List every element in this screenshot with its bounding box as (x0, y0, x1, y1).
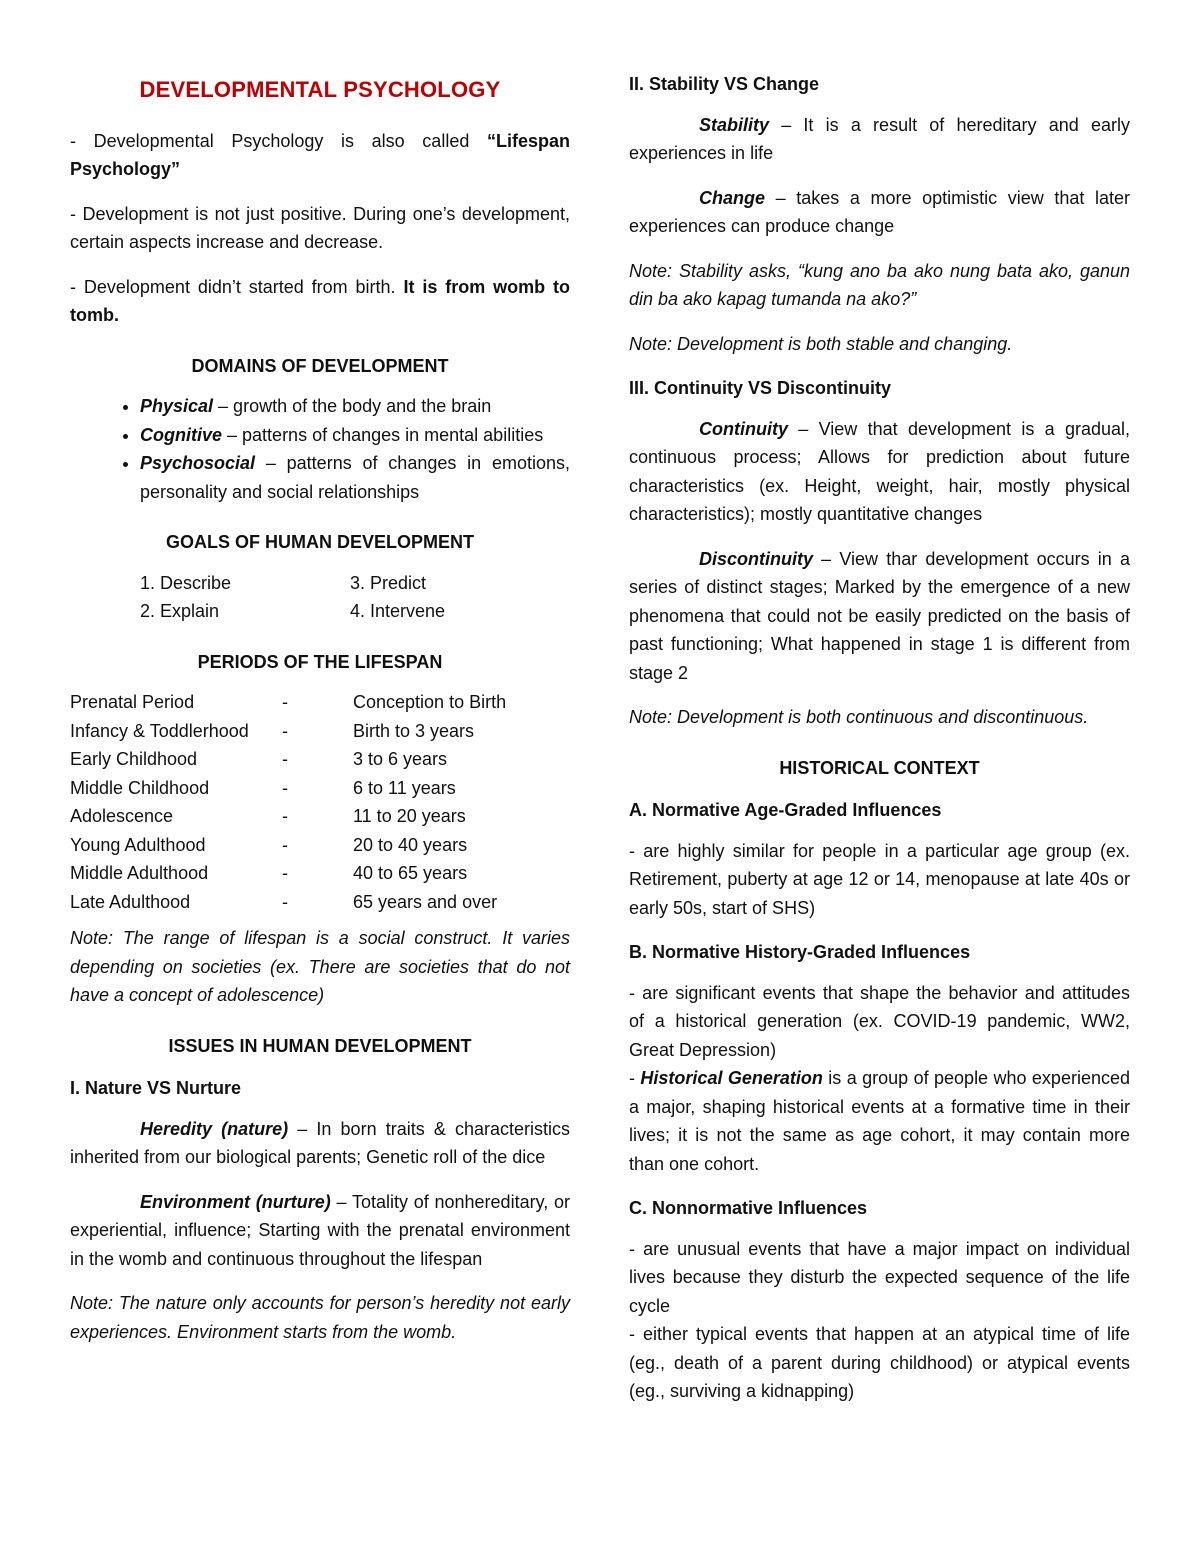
table-row: Middle Adulthood - 40 to 65 years (70, 863, 468, 883)
table-row: Late Adulthood - 65 years and over (70, 891, 498, 912)
periods-table (70, 688, 550, 916)
list-item: 1. Describe (140, 572, 232, 593)
nature-nurture-heading: I. Nature VS Nurture (70, 1078, 242, 1098)
goals-list (140, 569, 570, 626)
historical-generation-text: - Historical Generation is a group of people who experienced a major, shaping historical events at a formative time in their lives; it is not the same as age cohort, it may contain more than one cohort. (629, 1068, 1130, 1174)
heredity-paragraph: Heredity (nature) – In born traits & characteristics inherited from our biological parents; Genetic roll of the dice (70, 1118, 570, 1167)
table-row: Young Adulthood - 20 to 40 years (70, 834, 468, 855)
list-item: 2. Explain (140, 601, 220, 621)
goals-heading: GOALS OF HUMAN DEVELOPMENT (165, 532, 474, 552)
change-paragraph: Change – takes a more optimistic view that later experiences can produce change (629, 187, 1130, 236)
issues-heading: ISSUES IN HUMAN DEVELOPMENT (168, 1035, 472, 1056)
continuity-heading: III. Continuity VS Discontinuity (629, 378, 892, 398)
left-column (70, 70, 570, 1362)
age-graded-heading: A. Normative Age-Graded Influences (629, 800, 942, 820)
table-row: Adolescence - 11 to 20 years (70, 806, 466, 826)
history-graded-heading: B. Normative History-Graded Influences (629, 942, 971, 962)
age-graded-text: - are highly similar for people in a particular age group (ex. Retirement, puberty at age 12 or 14, menopause at late 40s or early 50s, start of SHS) (629, 840, 1130, 918)
page-title: DEVELOPMENTAL PSYCHOLOGY (139, 77, 501, 102)
stability-paragraph: Stability – It is a result of hereditary and early experiences in life (629, 114, 1130, 163)
periods-note: Note: The range of lifespan is a social construct. It varies depending on societies (ex. There are societies that do not have a concept of adolescence) (70, 928, 570, 1005)
domains-list (70, 392, 570, 506)
historical-heading: HISTORICAL CONTEXT (779, 757, 980, 778)
nonnormative-text-1: - are unusual events that have a major impact on individual lives because they disturb the expected sequence of the life cycle (629, 1238, 1130, 1316)
stability-note-1: Note: Stability asks, “kung ano ba ako nung bata ako, ganun din ba ako kapag tumanda na ako?” (629, 260, 1130, 309)
nonnormative-heading: C. Nonnormative Influences (629, 1198, 868, 1218)
nonnormative-text-2: - either typical events that happen at an atypical time of life (eg., death of a parent during childhood) or atypical events (eg., surviving a kidnapping) (629, 1324, 1130, 1401)
list-item: 4. Intervene (350, 601, 446, 621)
stability-note-2: Note: Development is both stable and changing. (629, 333, 1013, 354)
discontinuity-paragraph: Discontinuity – View thar development occurs in a series of distinct stages; Marked by the emergence of a new phenomena that could not be easily predicted on the basis of past functioning; What happened in stage 1 is different from stage 2 (629, 548, 1130, 683)
table-row: Prenatal Period - Conception to Birth (70, 692, 507, 712)
intro-paragraph-2: - Development is not just positive. During one’s development, certain aspects increase and decrease. (70, 203, 570, 252)
nature-note: Note: The nature only accounts for person’s heredity not early experiences. Environment starts from the womb. (70, 1293, 570, 1342)
history-graded-text: - are significant events that shape the behavior and attitudes of a historical generation (ex. COVID-19 pandemic, WW2, Great Depression) (629, 982, 1130, 1060)
continuity-paragraph: Continuity – View that development is a gradual, continuous process; Allows for prediction about future characteristics (ex. Height, weight, hair, mostly physical characteristics); mostly quantitative changes (629, 418, 1130, 524)
continuity-note: Note: Development is both continuous and discontinuous. (629, 707, 1089, 727)
intro-paragraph-1: - Developmental Psychology is also called “Lifespan Psychology” (70, 130, 570, 179)
environment-paragraph: Environment (nurture) – Totality of nonhereditary, or experiential, influence; Starting with the prenatal environment in the womb and continuous throughout the lifespan (70, 1191, 570, 1269)
list-item: • Psychosocial – patterns of changes in emotions, personality and social relationships (140, 449, 570, 506)
domains-heading: DOMAINS OF DEVELOPMENT (191, 355, 449, 376)
list-item: • Physical – growth of the body and the brain (140, 392, 570, 421)
list-item: • Cognitive – patterns of changes in mental abilities (140, 421, 570, 450)
list-item: 3. Predict (350, 572, 427, 593)
right-column (629, 70, 1130, 1422)
table-row: Early Childhood - 3 to 6 years (70, 749, 448, 769)
table-row: Middle Childhood - 6 to 11 years (70, 777, 456, 798)
table-row: Infancy & Toddlerhood - Birth to 3 years (70, 720, 475, 741)
stability-heading: II. Stability VS Change (629, 74, 820, 94)
intro-paragraph-3: - Development didn’t started from birth. It is from womb to tomb. (70, 276, 570, 325)
periods-heading: PERIODS OF THE LIFESPAN (197, 651, 443, 672)
